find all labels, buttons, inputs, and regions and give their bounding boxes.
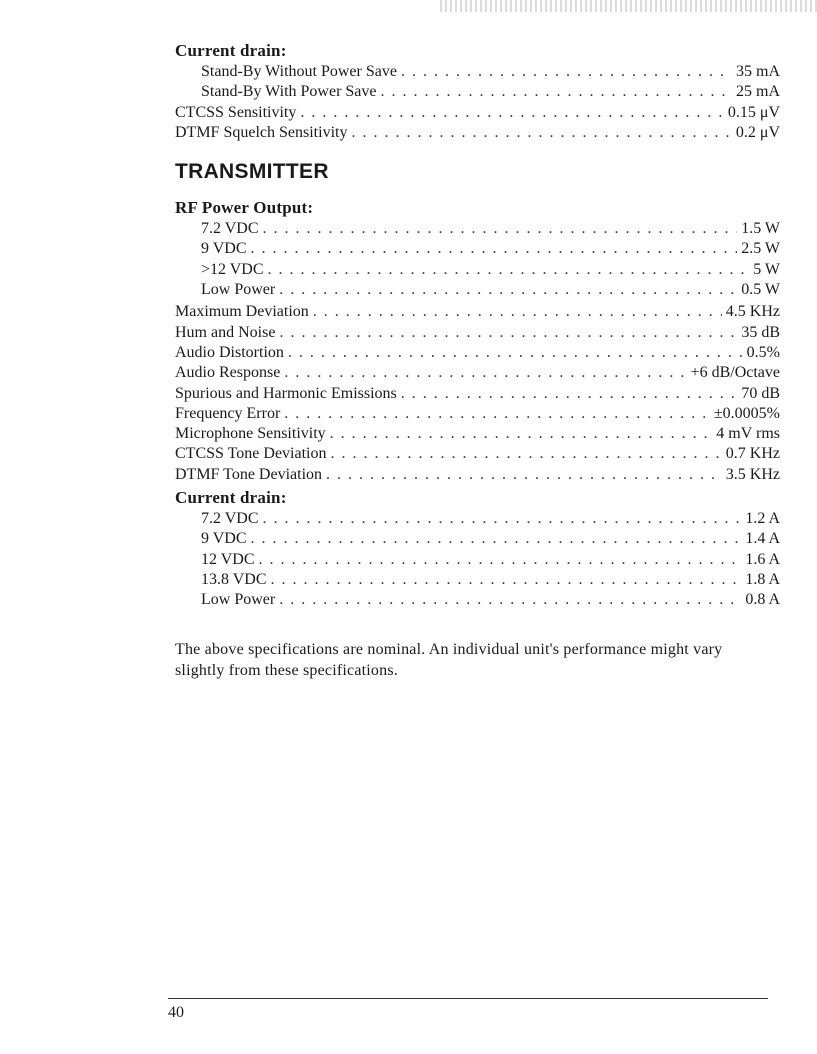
receiver-current-drain-section	[175, 40, 780, 143]
spec-label: CTCSS Sensitivity	[175, 103, 297, 121]
spec-row	[175, 363, 780, 383]
spec-row	[175, 590, 780, 610]
spec-value: 2.5 W	[741, 240, 780, 258]
spec-label: Audio Response	[175, 364, 281, 382]
spec-row	[175, 302, 780, 322]
dot-leader	[330, 424, 713, 444]
dot-leader	[381, 82, 733, 102]
spec-label: 7.2 VDC	[201, 220, 259, 238]
spec-row	[175, 260, 780, 280]
spec-value: 1.8 A	[745, 570, 780, 588]
dot-leader	[279, 280, 737, 300]
spec-label: Microphone Sensitivity	[175, 425, 326, 443]
nominal-specs-note: The above specifications are nominal. An individual unit's performance might vary slightly from these specifications.	[175, 640, 723, 679]
spec-label: 9 VDC	[201, 530, 247, 548]
dot-leader	[279, 590, 741, 610]
spec-label: Maximum Deviation	[175, 303, 309, 321]
dot-leader	[268, 260, 750, 280]
dot-leader	[288, 343, 743, 363]
dot-leader	[326, 465, 722, 485]
spec-label: DTMF Squelch Sensitivity	[175, 123, 348, 141]
spec-value: +6 dB/Octave	[690, 364, 780, 382]
receiver-current-drain-heading: Current drain:	[175, 41, 287, 60]
spec-row	[175, 570, 780, 590]
spec-label: Low Power	[201, 281, 276, 299]
dot-leader	[251, 529, 742, 549]
spec-value: 0.5 W	[741, 281, 780, 299]
spec-label: 9 VDC	[201, 240, 247, 258]
dot-leader	[279, 323, 737, 343]
spec-row	[175, 424, 780, 444]
spec-row	[175, 239, 780, 259]
transmitter-current-drain-heading: Current drain:	[175, 488, 287, 508]
spec-row	[175, 323, 780, 343]
spec-value: 25 mA	[736, 83, 780, 101]
spec-row	[175, 465, 780, 485]
spec-value: 0.8 A	[745, 591, 780, 609]
spec-row	[175, 103, 780, 123]
page-number: 40	[168, 1004, 184, 1021]
dot-leader	[401, 384, 738, 404]
spec-row	[175, 280, 780, 300]
spec-row	[175, 82, 780, 102]
spec-value: 1.2 A	[745, 510, 780, 528]
spec-row	[175, 384, 780, 404]
spec-row	[175, 550, 780, 570]
spec-label: Stand-By With Power Save	[201, 83, 377, 101]
dot-leader	[271, 570, 742, 590]
spec-label: Spurious and Harmonic Emissions	[175, 384, 397, 402]
spec-row	[175, 62, 780, 82]
transmitter-specs-list	[175, 302, 780, 485]
spec-value: 0.5%	[746, 343, 780, 361]
spec-row	[175, 404, 780, 424]
dot-leader	[401, 62, 732, 82]
spec-value: 0.2 μV	[735, 123, 780, 141]
dot-leader	[330, 444, 721, 464]
spec-label: Stand-By Without Power Save	[201, 63, 397, 80]
spec-page	[175, 40, 780, 697]
footer-rule	[168, 998, 768, 999]
dot-leader	[284, 363, 686, 383]
spec-value: 70 dB	[741, 384, 780, 402]
spec-value: 1.6 A	[745, 550, 780, 568]
rf-power-output-section	[175, 197, 780, 300]
spec-row	[175, 509, 780, 529]
spec-value: ±0.0005%	[713, 404, 780, 422]
spec-label: DTMF Tone Deviation	[175, 465, 323, 483]
spec-label: >12 VDC	[201, 260, 264, 278]
spec-value: 4 mV rms	[716, 425, 780, 443]
spec-row	[175, 529, 780, 549]
spec-label: 13.8 VDC	[201, 570, 267, 588]
spec-value: 35 dB	[741, 323, 780, 341]
spec-label: Frequency Error	[175, 404, 281, 422]
spec-label: Audio Distortion	[175, 343, 284, 361]
spec-value: 4.5 KHz	[725, 303, 780, 321]
dot-leader	[284, 404, 710, 424]
dot-leader	[259, 550, 742, 570]
spec-label: Low Power	[201, 591, 276, 609]
spec-label: 12 VDC	[201, 550, 255, 568]
spec-value: 35 mA	[736, 63, 780, 80]
dot-leader	[263, 509, 742, 529]
spec-value: 0.7 KHz	[725, 445, 780, 463]
spec-value: 0.15 μV	[727, 103, 780, 121]
transmitter-heading: TRANSMITTER	[175, 160, 329, 184]
spec-label: Hum and Noise	[175, 323, 276, 341]
spec-value: 5 W	[753, 260, 780, 278]
spec-value: 3.5 KHz	[725, 465, 780, 483]
spec-row	[175, 123, 780, 143]
dot-leader	[300, 103, 723, 123]
spec-label: CTCSS Tone Deviation	[175, 445, 327, 463]
transmitter-current-drain-section	[175, 487, 780, 610]
spec-row	[175, 219, 780, 239]
spec-label: 7.2 VDC	[201, 510, 259, 528]
spec-row	[175, 444, 780, 464]
dot-leader	[313, 302, 722, 322]
scan-noise	[440, 0, 817, 12]
spec-row	[175, 343, 780, 363]
dot-leader	[251, 239, 738, 259]
spec-value: 1.5 W	[741, 220, 780, 238]
dot-leader	[351, 123, 731, 143]
dot-leader	[263, 219, 738, 239]
rf-power-output-heading: RF Power Output:	[175, 198, 314, 218]
spec-value: 1.4 A	[745, 530, 780, 548]
